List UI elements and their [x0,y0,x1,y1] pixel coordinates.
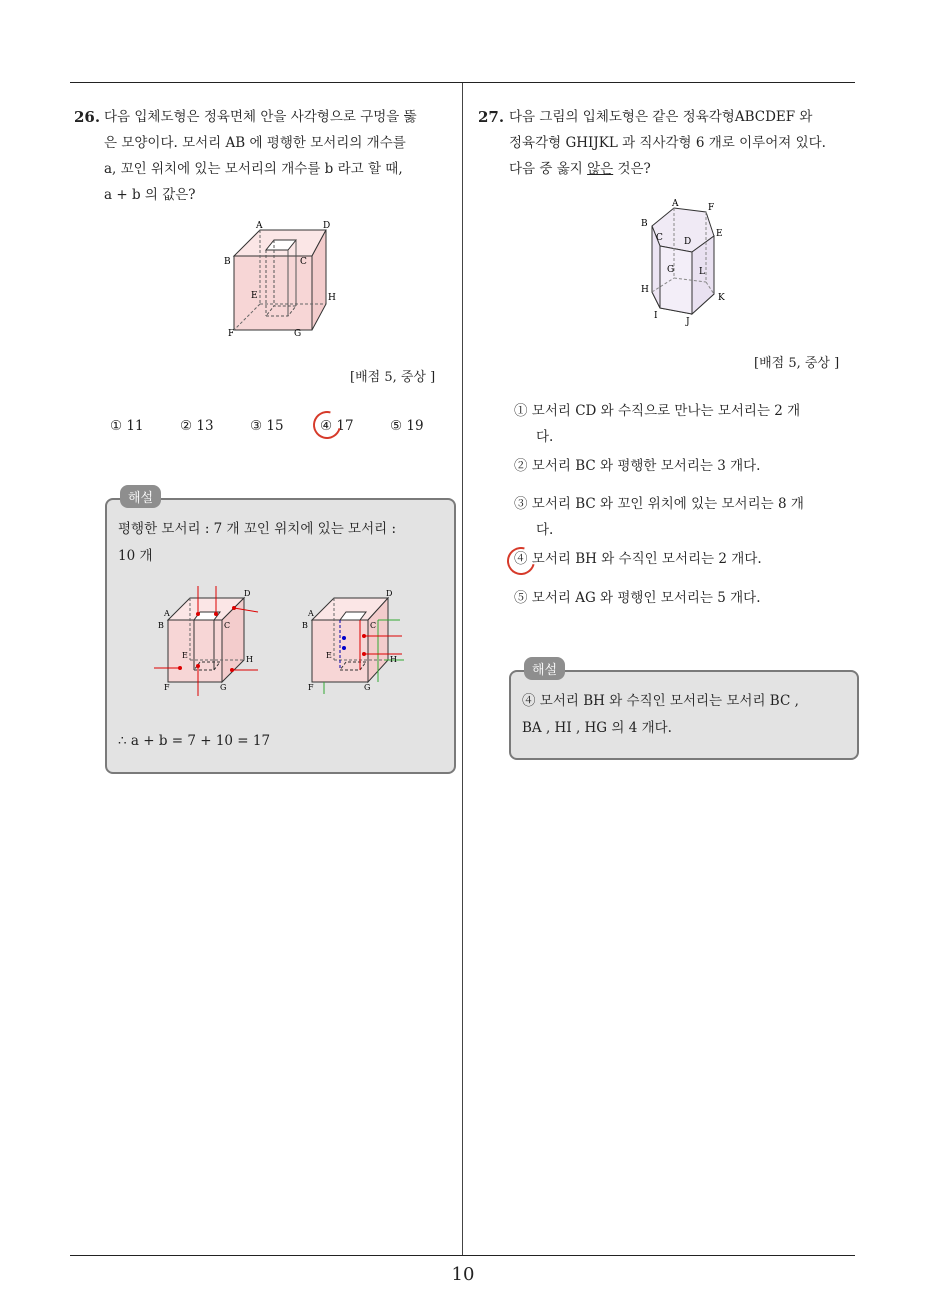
choice-4[interactable] [514,546,762,572]
cube-with-hole-figure [220,218,340,338]
question-26-text [104,104,417,208]
choice-text: ④ 모서리 BH 와 수직인 모서리는 2 개다. [514,551,762,567]
question-line: a, 꼬인 위치에 있는 모서리의 개수를 b 라고 할 때, [104,161,403,177]
svg-text:D: D [684,237,692,247]
svg-text:B: B [302,621,308,630]
choice-5[interactable]: ⑤ 19 [390,418,424,434]
choice-text: ③ 모서리 BC 와 꼬인 위치에 있는 모서리는 8 개 [514,496,804,512]
hexagonal-prism-figure [636,196,736,326]
svg-text:C: C [224,621,231,630]
svg-text:J: J [686,317,690,326]
svg-text:H: H [641,285,649,295]
page-number: 10 [451,1264,475,1285]
svg-text:A: A [672,199,679,209]
choice-text: ② 모서리 BC 와 평행한 모서리는 3 개다. [514,458,761,474]
svg-text:A: A [164,609,170,618]
choice-3[interactable] [514,491,804,543]
skew-edges-figure [288,576,428,706]
choice-4[interactable]: ④ 17 [320,418,354,434]
svg-text:E: E [182,651,188,660]
svg-text:A: A [308,609,314,618]
column-divider [462,83,463,1255]
parallel-edges-figure [140,576,280,706]
svg-text:C: C [370,621,377,630]
vertex-label: B [224,257,231,267]
svg-text:I: I [654,311,658,321]
score-label: [배점 5, 중상 ] [350,370,436,385]
vertex-label: H [328,293,336,303]
solution-line: 10 개 [118,548,153,564]
choice-5[interactable] [514,585,761,611]
solution-conclusion-26: ∴ a + b = 7 + 10 = 17 [118,733,271,749]
vertex-label: E [251,291,258,301]
question-27-number: 27. [478,108,505,126]
svg-text:H: H [246,655,253,664]
question-line: 은 모양이다. 모서리 AB 에 평행한 모서리의 개수를 [104,135,406,151]
svg-text:G: G [220,683,227,692]
choice-2[interactable] [514,453,760,479]
choice-3[interactable]: ③ 15 [250,418,284,434]
vertex-label: G [294,329,302,338]
solution-text-27 [522,688,799,742]
svg-text:G: G [364,683,371,692]
solution-label: 해설 [524,657,565,680]
bottom-rule [70,1255,855,1256]
svg-text:L: L [699,267,705,277]
question-27-text [509,104,826,182]
svg-text:F: F [308,683,314,692]
svg-text:C: C [656,233,663,243]
svg-text:D: D [244,589,251,598]
choice-text: ⑤ 모서리 AG 와 평행인 모서리는 5 개다. [514,590,761,606]
svg-text:E: E [326,651,332,660]
question-line: 다음 그림의 입체도형은 같은 정육각형ABCDEF 와 [509,109,813,125]
choice-2[interactable]: ② 13 [180,418,214,434]
solution-line: 평행한 모서리 : 7 개 꼬인 위치에 있는 모서리 : [118,521,397,537]
svg-text:G: G [667,265,675,275]
question-26-number: 26. [74,108,101,126]
underlined-word: 않은 [587,161,614,177]
choice-1[interactable]: ① 11 [110,418,144,434]
svg-text:F: F [164,683,170,692]
choice-text: 다. [536,429,554,445]
choice-1[interactable] [514,398,800,450]
svg-text:F: F [708,203,715,213]
question-line: a + b 의 값은? [104,187,196,203]
solution-line: BA , HI , HG 의 4 개다. [522,720,672,736]
svg-text:B: B [158,621,164,630]
vertex-label: A [256,221,263,231]
question-line: 정육각형 GHIJKL 과 직사각형 6 개로 이루어져 있다. [509,135,826,151]
vertex-label: C [300,257,307,267]
svg-text:E: E [716,229,723,239]
choice-text: 다. [536,522,554,538]
solution-line: ④ 모서리 BH 와 수직인 모서리는 모서리 BC , [522,693,799,709]
svg-text:D: D [386,589,393,598]
question-line: 다음 중 옳지 않은 것은? [509,161,651,177]
svg-text:B: B [641,219,648,229]
svg-text:H: H [390,655,397,664]
svg-text:K: K [718,293,725,303]
vertex-label: F [228,329,235,338]
vertex-label: D [323,221,331,231]
question-line: 다음 입체도형은 정육면체 안을 사각형으로 구멍을 뚫 [104,109,417,125]
solution-label: 해설 [120,485,161,508]
answer-circle-mark [308,406,346,444]
solution-text-26 [118,516,396,570]
score-label: [배점 5, 중상 ] [754,356,840,371]
choice-text: ① 모서리 CD 와 수직으로 만나는 모서리는 2 개 [514,403,801,419]
